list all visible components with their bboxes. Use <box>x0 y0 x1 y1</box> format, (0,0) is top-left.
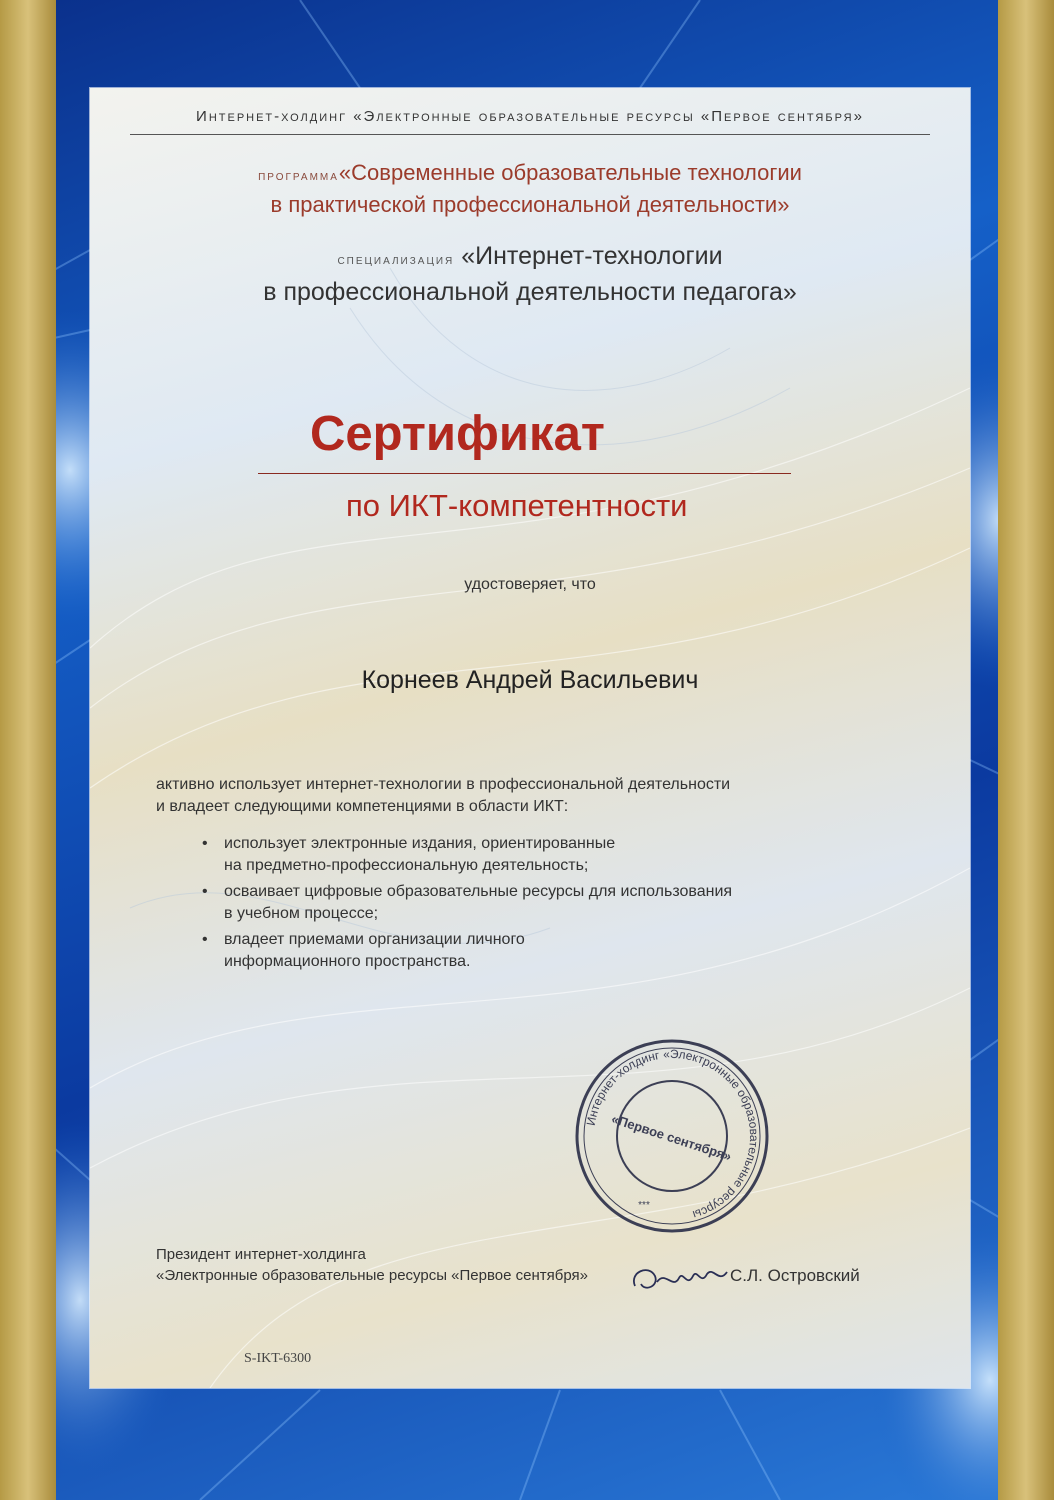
competency-2-line1: осваивает цифровые образовательные ресурсы для использования <box>224 883 733 900</box>
body-line1: активно использует интернет-технологии в профессиональной деятельности <box>156 776 731 793</box>
president-line1: Президент интернет-холдинга <box>156 1246 366 1263</box>
president-block <box>156 1244 588 1286</box>
program-line1: «Современные образовательные технологии <box>338 160 802 185</box>
program-line2: в практической профессиональной деятельности» <box>270 192 790 217</box>
competency-3-line2: информационного пространства. <box>224 953 471 970</box>
certificate-title: Сертификат <box>310 407 605 461</box>
specialization-block <box>90 240 970 309</box>
list-item <box>200 929 900 973</box>
specialization-label: специализация <box>337 251 455 267</box>
stamp-stars: *** <box>638 1200 650 1211</box>
president-line2: «Электронные образовательные ресурсы «Первое сентября» <box>156 1267 588 1284</box>
competency-1-line1: использует электронные издания, ориентированные <box>224 835 616 852</box>
signature <box>627 1262 732 1298</box>
holding-name: Интернет-холдинг «Электронные образовательные ресурсы «Первое сентября» <box>196 108 864 125</box>
competency-3-line1: владеет приемами организации личного <box>224 931 525 948</box>
program-block <box>90 158 970 220</box>
signer-name: С.Л. Островский <box>730 1266 860 1285</box>
body-line2: и владеет следующими компетенциями в области ИКТ: <box>156 798 569 815</box>
certificate-subtitle: по ИКТ-компетентности <box>346 488 688 523</box>
gold-border-left <box>0 0 56 1500</box>
program-label: программа <box>258 167 339 183</box>
recipient-name: Корнеев Андрей Васильевич <box>361 666 699 694</box>
body-text <box>156 774 896 818</box>
title-rule <box>258 473 791 474</box>
certifies-text: удостоверяет, что <box>464 576 596 593</box>
list-item <box>200 881 900 925</box>
competency-2-line2: в учебном процессе; <box>224 905 379 922</box>
header-rule <box>130 134 930 135</box>
serial-number: S-IKT-6300 <box>244 1351 312 1366</box>
stamp-ring-text: Интернет-холдинг «Электронные образовательные ресурсы <box>583 1046 762 1222</box>
specialization-line2: в профессиональной деятельности педагога» <box>263 278 797 306</box>
certificate-sheet <box>90 88 970 1388</box>
stamp-center-text: «Первое сентября» <box>609 1110 734 1164</box>
list-item <box>200 833 900 877</box>
official-stamp <box>572 1036 772 1236</box>
competency-list <box>200 833 900 977</box>
specialization-line1: «Интернет-технологии <box>461 242 723 270</box>
competency-1-line2: на предметно-профессиональную деятельность; <box>224 857 589 874</box>
gold-border-right <box>998 0 1054 1500</box>
